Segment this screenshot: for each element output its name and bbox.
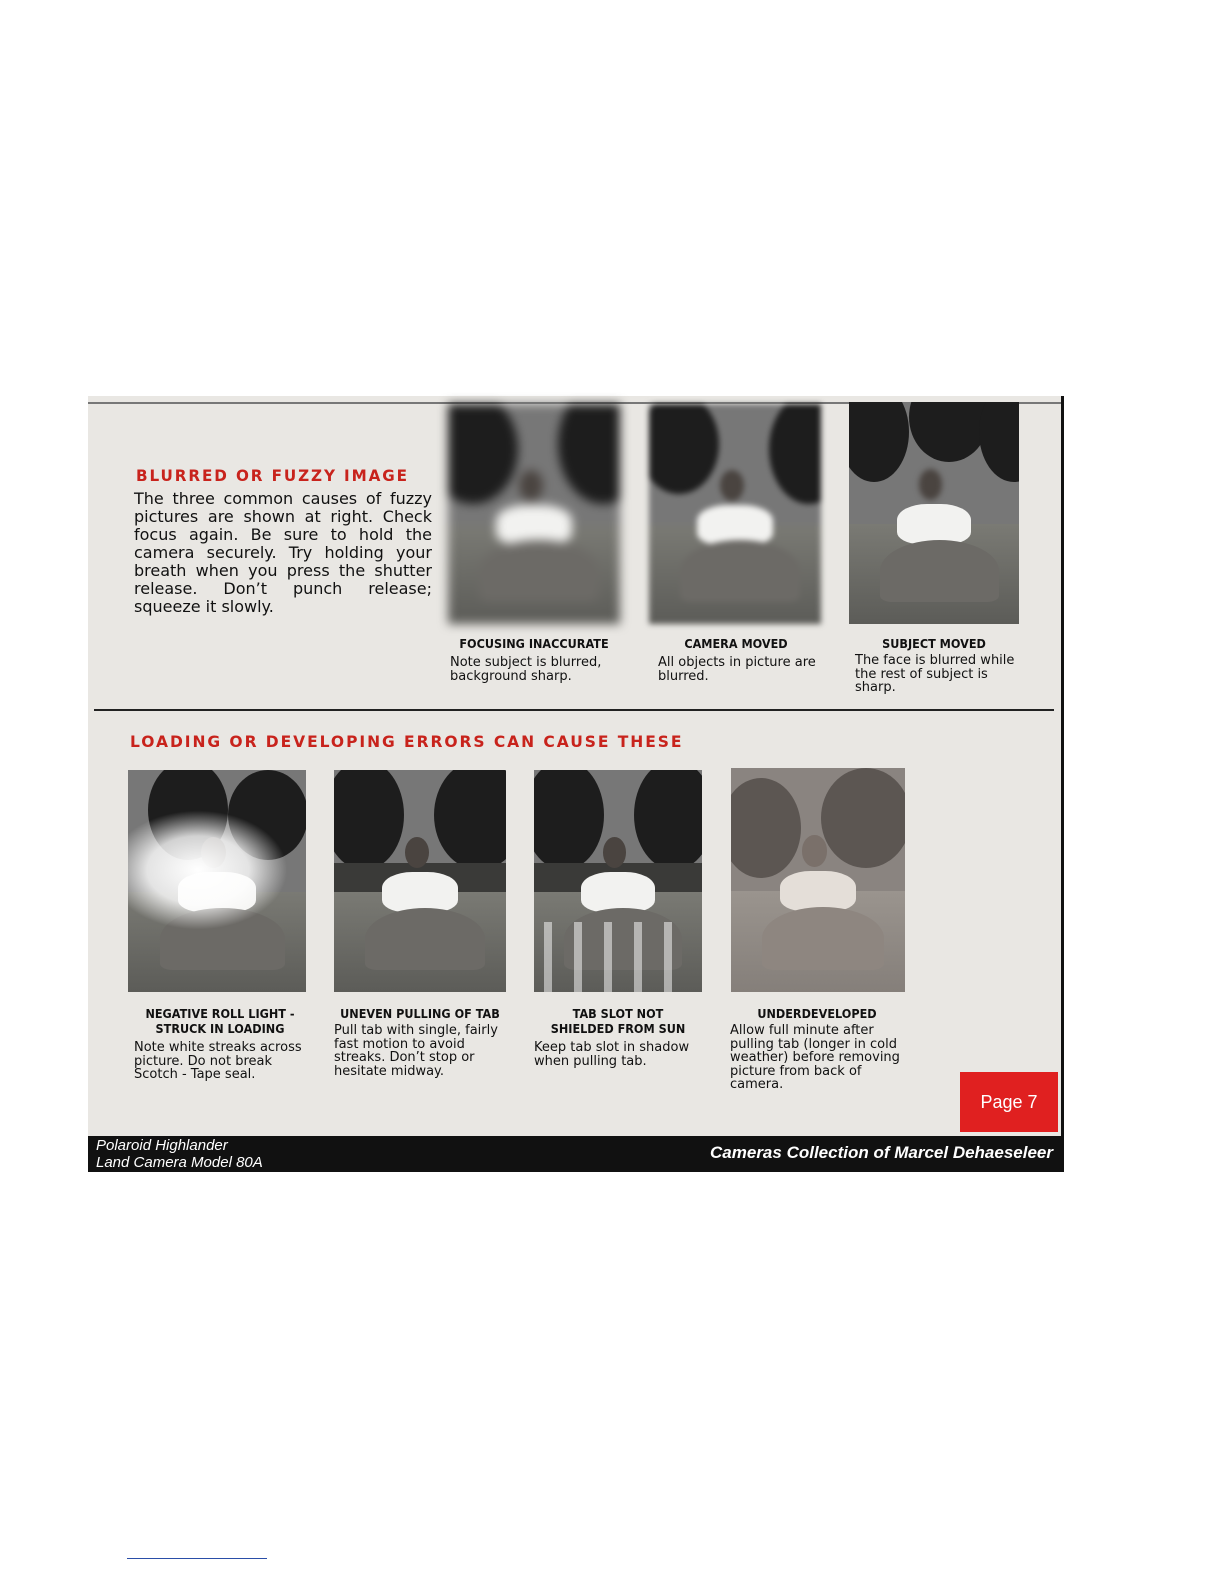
caption-text-tab-slot: Keep tab slot in shadow when pulling tab. bbox=[534, 1040, 690, 1069]
caption-title-focusing: FOCUSING INACCURATE bbox=[459, 636, 609, 651]
caption-text-subject-moved: The face is blurred while the rest of subject is sharp. bbox=[855, 653, 1015, 695]
footer-camera-model bbox=[96, 1137, 263, 1171]
caption-title-underdeveloped: UNDERDEVELOPED bbox=[757, 1006, 877, 1021]
caption-title-tab-slot: TAB SLOT NOT SHIELDED FROM SUN bbox=[550, 1006, 686, 1036]
photo-negative-roll-light-struck bbox=[128, 770, 306, 992]
caption-title-negative-roll: NEGATIVE ROLL LIGHT - STRUCK IN LOADING bbox=[145, 1006, 295, 1036]
caption-text-negative-roll: Note white streaks across picture. Do not break Scotch - Tape seal. bbox=[134, 1040, 302, 1082]
errors-heading: LOADING OR DEVELOPING ERRORS CAN CAUSE THESE bbox=[130, 732, 684, 751]
page-number-badge: Page 7 bbox=[960, 1072, 1058, 1132]
caption-text-underdeveloped: Allow full minute after pulling tab (longer in cold weather) before removing picture from back of camera. bbox=[730, 1023, 900, 1092]
caption-text-uneven-pulling: Pull tab with single, fairly fast motion to avoid streaks. Don’t stop or hesitate midway. bbox=[334, 1023, 498, 1079]
caption-title-uneven-pulling: UNEVEN PULLING OF TAB bbox=[340, 1006, 500, 1021]
blurred-heading: BLURRED OR FUZZY IMAGE bbox=[136, 466, 409, 485]
footnote-rule bbox=[127, 1558, 267, 1559]
blurred-intro-text: The three common causes of fuzzy pictures are shown at right. Check focus again. Be sure to hold the camera securely. Try holding your breath when you press the shutter release. Don’t punch release; squeeze it slowly. bbox=[134, 489, 432, 616]
section-divider bbox=[94, 709, 1054, 711]
photo-subject-moved bbox=[849, 402, 1019, 624]
caption-title-subject-moved: SUBJECT MOVED bbox=[882, 636, 986, 651]
photo-underdeveloped bbox=[731, 768, 905, 992]
caption-text-focusing: Note subject is blurred, background sharp. bbox=[450, 655, 602, 684]
photo-camera-moved bbox=[649, 404, 821, 624]
caption-text-camera-moved: All objects in picture are blurred. bbox=[658, 655, 816, 684]
footer-camera-line2: Land Camera Model 80A bbox=[96, 1154, 263, 1171]
manual-page-scan bbox=[88, 396, 1064, 1172]
photo-focusing-inaccurate bbox=[448, 404, 620, 624]
footer-camera-line1: Polaroid Highlander bbox=[96, 1137, 228, 1154]
caption-title-camera-moved: CAMERA MOVED bbox=[684, 636, 788, 651]
photo-uneven-pulling bbox=[334, 770, 506, 992]
photo-tab-slot-not-shielded bbox=[534, 770, 702, 992]
footer-collection-credit: Cameras Collection of Marcel Dehaeseleer bbox=[710, 1143, 1053, 1162]
